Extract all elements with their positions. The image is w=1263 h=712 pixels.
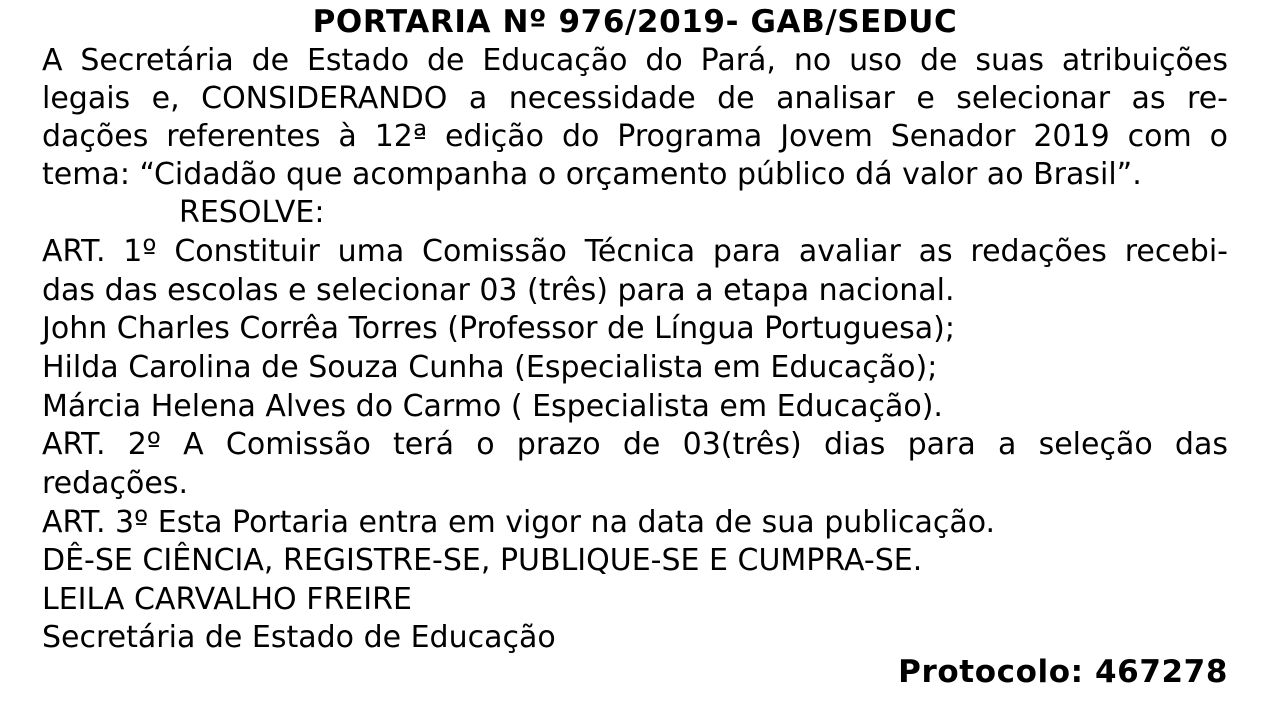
signatory-name: LEILA CARVALHO FREIRE xyxy=(42,582,412,617)
portaria-document xyxy=(42,0,1228,712)
closing-formula: DÊ-SE CIÊNCIA, REGISTRE-SE, PUBLIQUE-SE E CUMPRA-SE. xyxy=(42,543,923,578)
body-line-1: A Secretária de Estado de Educação do Pará, no uso de suas atribuições xyxy=(42,43,1228,78)
art2-line-1: ART. 2º A Comissão terá o prazo de 03(três) dias para a seleção das xyxy=(42,427,1228,462)
document-title: PORTARIA Nº 976/2019- GAB/SEDUC xyxy=(312,4,958,40)
art3-line: ART. 3º Esta Portaria entra em vigor na data de sua publicação. xyxy=(42,505,996,540)
art1-line-2: das das escolas e selecionar 03 (três) para a etapa nacional. xyxy=(42,273,955,308)
protocol-number: Protocolo: 467278 xyxy=(898,654,1228,690)
signatory-title: Secretária de Estado de Educação xyxy=(42,620,556,655)
commission-member-2: Hilda Carolina de Souza Cunha (Especialista em Educação); xyxy=(42,350,938,385)
commission-member-3: Márcia Helena Alves do Carmo ( Especialista em Educação). xyxy=(42,389,943,424)
art2-line-2: redações. xyxy=(42,466,189,501)
body-line-3: dações referentes à 12ª edição do Programa Jovem Senador 2019 com o xyxy=(42,119,1228,154)
body-line-2: legais e, CONSIDERANDO a necessidade de analisar e selecionar as re- xyxy=(42,81,1228,116)
commission-member-1: John Charles Corrêa Torres (Professor de Língua Portuguesa); xyxy=(42,311,955,346)
art1-line-1: ART. 1º Constituir uma Comissão Técnica para avaliar as redações recebi- xyxy=(42,234,1228,269)
body-line-4: tema: “Cidadão que acompanha o orçamento público dá valor ao Brasil”. xyxy=(42,157,1142,192)
resolve-heading: RESOLVE: xyxy=(179,195,325,230)
